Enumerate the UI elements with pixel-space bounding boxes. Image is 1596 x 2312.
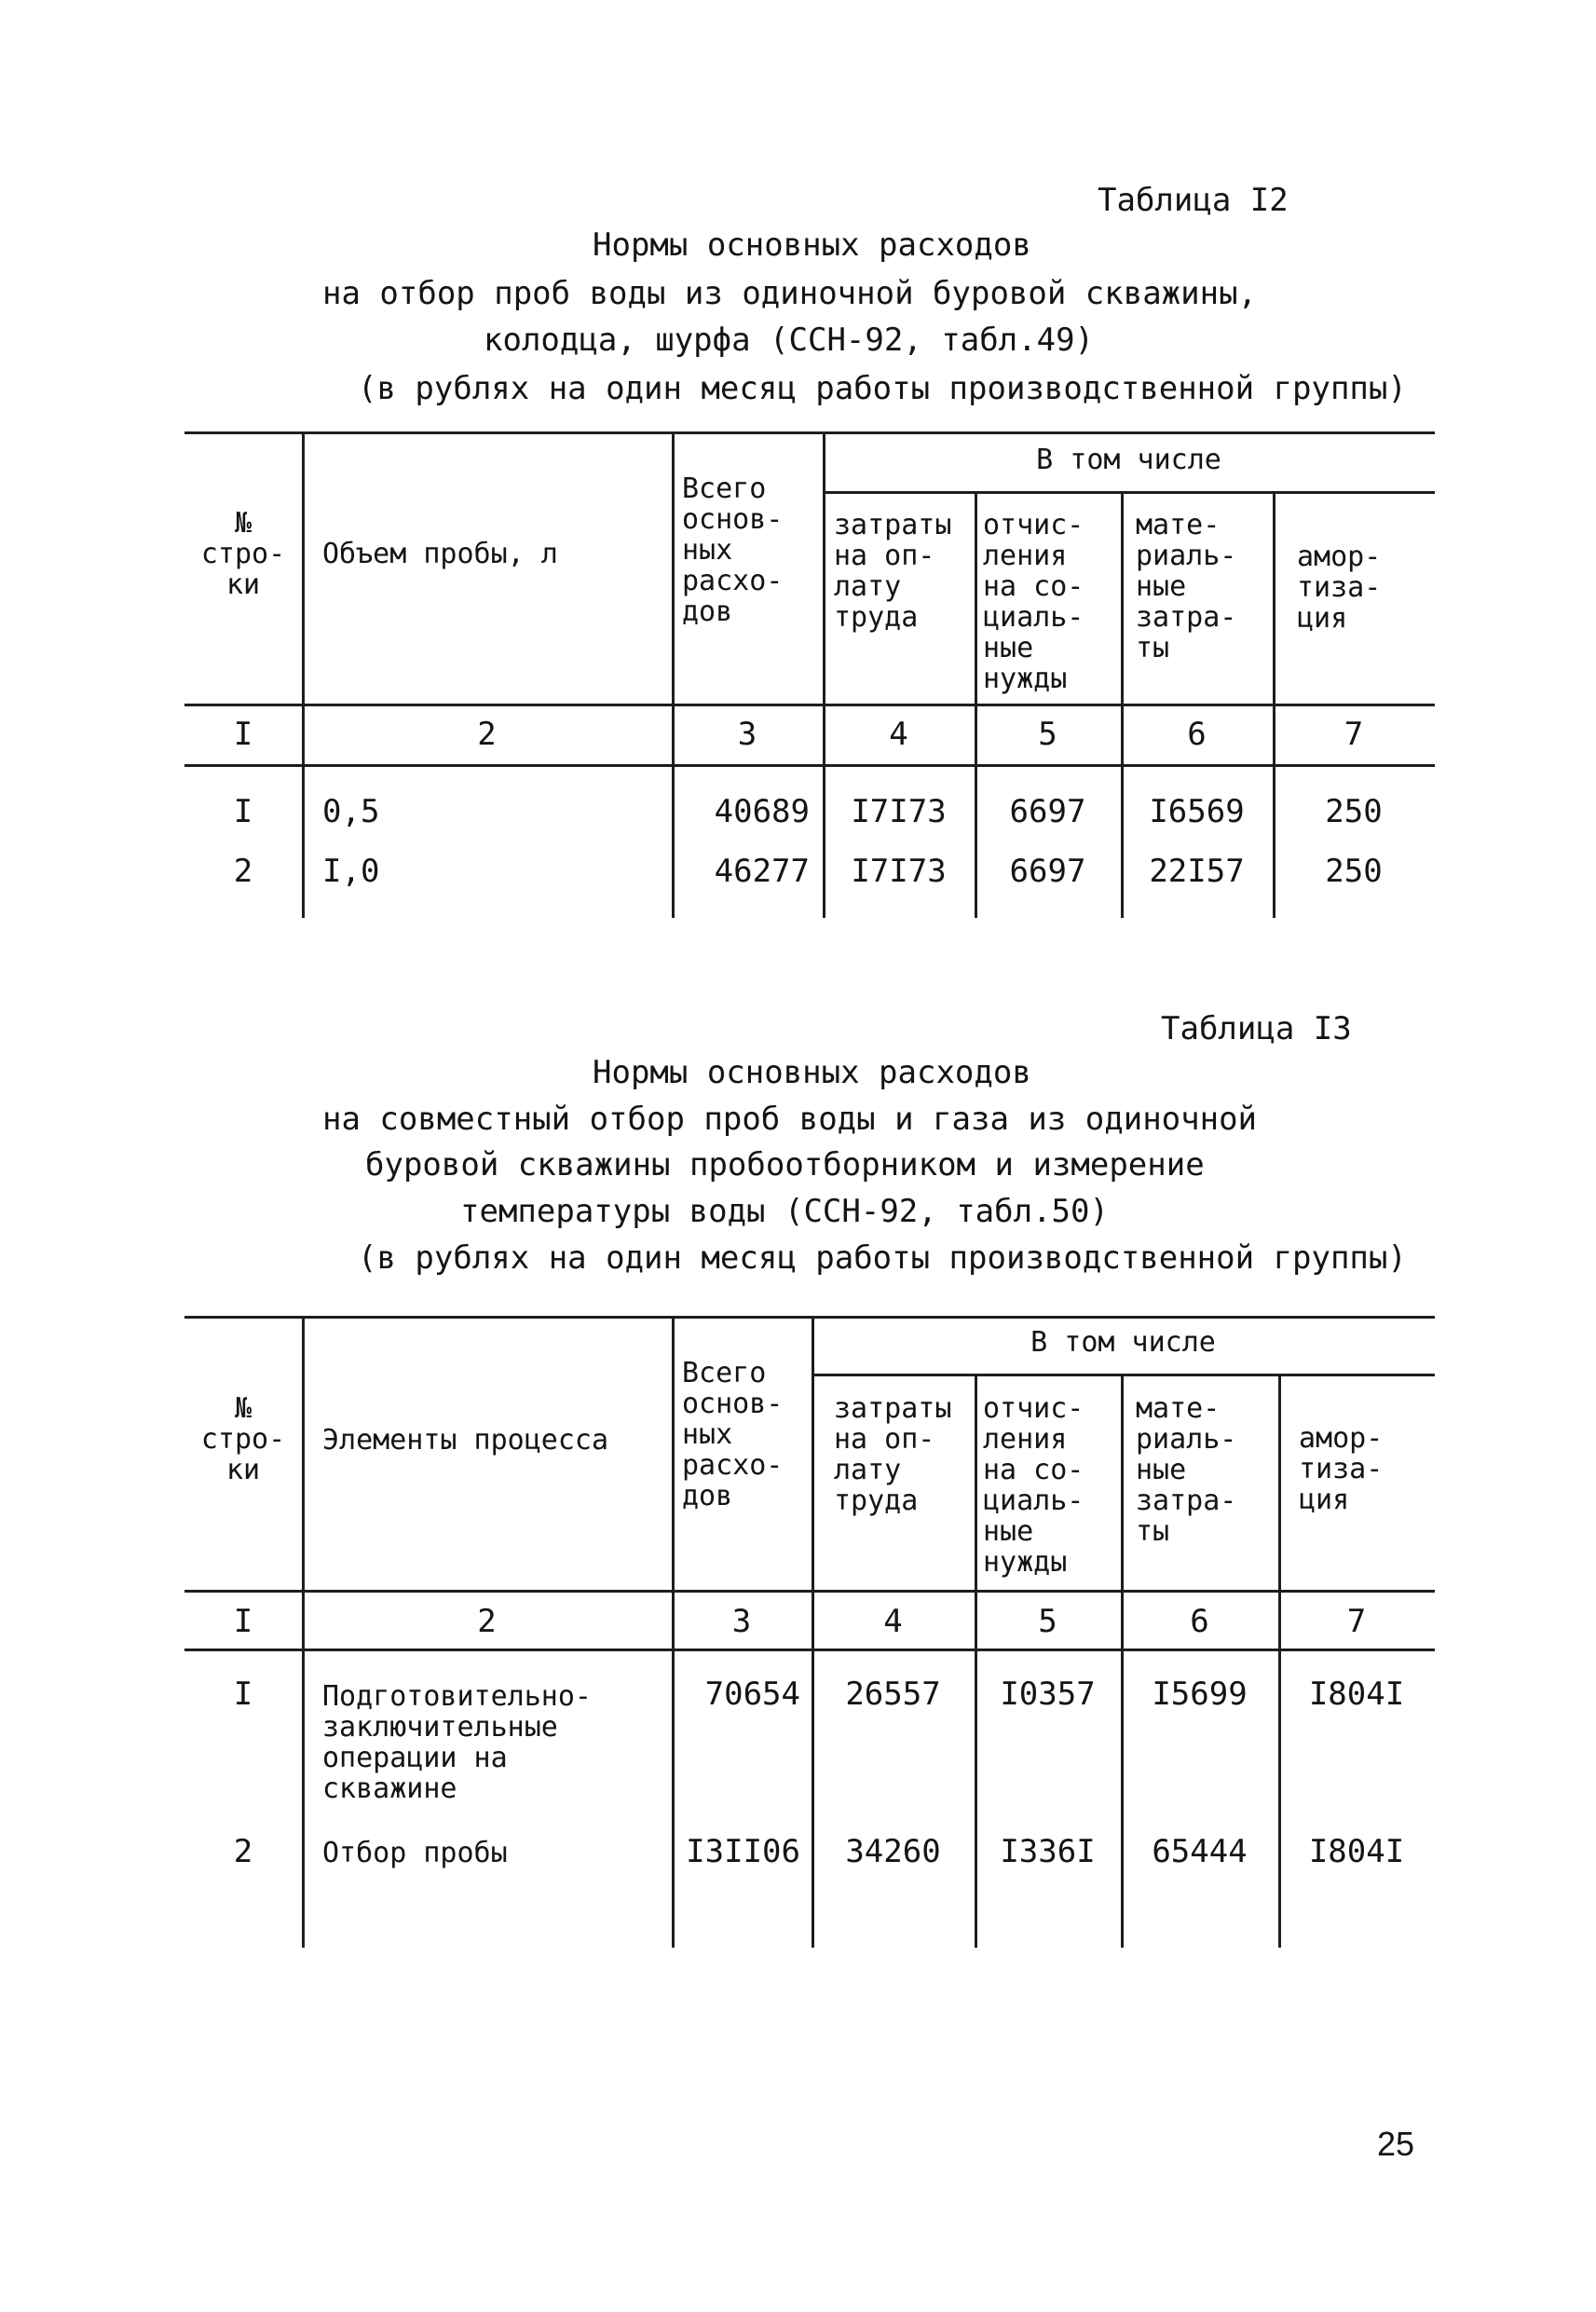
row-number: 2 bbox=[233, 1833, 253, 1870]
material: 22I57 bbox=[1149, 853, 1245, 890]
table-rule bbox=[823, 491, 1435, 494]
header-total-costs: Всего основ- ных расхо- дов bbox=[682, 472, 784, 628]
amortization: 250 bbox=[1325, 853, 1383, 890]
table-13-label: Таблица I3 bbox=[1161, 1010, 1352, 1047]
column-number: I bbox=[233, 716, 253, 753]
table-13 bbox=[184, 1316, 1435, 1948]
column-number: 2 bbox=[477, 1603, 497, 1640]
column-number: 5 bbox=[1038, 716, 1057, 753]
table-12-title-line-1: Нормы основных расходов bbox=[593, 226, 1031, 264]
column-number: 5 bbox=[1038, 1603, 1057, 1640]
header-including: В том числе bbox=[1036, 444, 1221, 476]
table-rule bbox=[184, 1316, 1435, 1319]
wages: 34260 bbox=[845, 1833, 941, 1870]
header-amortization: амор- тиза- ция bbox=[1299, 1422, 1384, 1516]
column-number: 4 bbox=[883, 1603, 903, 1640]
column-number: 3 bbox=[737, 716, 757, 753]
column-number: 2 bbox=[477, 716, 497, 753]
table-rule bbox=[672, 431, 675, 918]
table-12-title-line-3: колодца, шурфа (ССН-92, табл.49) bbox=[484, 321, 1095, 359]
social: 6697 bbox=[1009, 853, 1086, 890]
process-element: Подготовительно- заключительные операции на скважине bbox=[322, 1680, 592, 1805]
sample-volume: I,0 bbox=[322, 853, 380, 890]
social: 6697 bbox=[1009, 793, 1086, 830]
header-material: мате- риаль- ные затра- ты bbox=[1136, 1392, 1237, 1548]
table-12-title-line-2: на отбор проб воды из одиночной буровой скважины, bbox=[322, 275, 1258, 312]
column-number: 3 bbox=[731, 1603, 752, 1640]
header-material: мате- риаль- ные затра- ты bbox=[1136, 509, 1237, 664]
table-rule bbox=[184, 764, 1435, 767]
page-number: 25 bbox=[1377, 2125, 1415, 2163]
sample-volume: 0,5 bbox=[322, 793, 380, 830]
amortization: I804I bbox=[1308, 1676, 1405, 1713]
header-wages: затраты на оп- лату труда bbox=[834, 1392, 952, 1517]
table-rule bbox=[184, 1590, 1435, 1593]
header-wages: затраты на оп- лату труда bbox=[834, 509, 952, 634]
header-including: В том числе bbox=[1030, 1326, 1216, 1359]
table-12-label: Таблица I2 bbox=[1098, 182, 1289, 219]
header-total-costs: Всего основ- ных расхо- дов bbox=[682, 1357, 784, 1512]
column-number: 7 bbox=[1346, 1603, 1367, 1640]
table-rule bbox=[302, 431, 305, 918]
table-rule bbox=[823, 431, 825, 918]
row-number: I bbox=[233, 1676, 253, 1713]
table-13-title-line-3: буровой скважины пробоотборником и измерение bbox=[365, 1146, 1205, 1183]
table-12 bbox=[184, 431, 1435, 918]
process-element: Отбор пробы bbox=[322, 1837, 508, 1869]
column-number: 6 bbox=[1187, 716, 1207, 753]
table-rule bbox=[184, 431, 1435, 434]
wages: I7I73 bbox=[851, 793, 947, 830]
header-process-elements: Элементы процесса bbox=[322, 1424, 609, 1457]
amortization: 250 bbox=[1325, 793, 1383, 830]
header-row-number: № стро- ки bbox=[200, 1392, 286, 1486]
total-costs: 46277 bbox=[714, 853, 810, 890]
total-costs: 70654 bbox=[704, 1676, 800, 1713]
header-social: отчис- ления на со- циаль- ные нужды bbox=[983, 1392, 1084, 1579]
header-social: отчис- ления на со- циаль- ные нужды bbox=[983, 509, 1084, 695]
table-13-title-line-4: температуры воды (ССН-92, табл.50) bbox=[460, 1193, 1109, 1230]
amortization: I804I bbox=[1308, 1833, 1405, 1870]
wages: I7I73 bbox=[851, 853, 947, 890]
material: I5699 bbox=[1152, 1676, 1248, 1713]
table-12-subtitle: (в рублях на один месяц работы производственной группы) bbox=[358, 370, 1407, 407]
material: I6569 bbox=[1149, 793, 1245, 830]
total-costs: I3II06 bbox=[686, 1833, 800, 1870]
header-row-number: № стро- ки bbox=[200, 507, 286, 601]
social: I336I bbox=[1000, 1833, 1096, 1870]
row-number: I bbox=[233, 793, 253, 830]
wages: 26557 bbox=[845, 1676, 941, 1713]
header-amortization: амор- тиза- ция bbox=[1297, 540, 1382, 635]
header-sample-volume: Объем пробы, л bbox=[322, 538, 558, 570]
table-rule bbox=[184, 704, 1435, 706]
social: I0357 bbox=[1000, 1676, 1096, 1713]
table-rule bbox=[184, 1648, 1435, 1651]
table-13-title-line-1: Нормы основных расходов bbox=[593, 1054, 1031, 1091]
column-number: 6 bbox=[1190, 1603, 1209, 1640]
column-number: 7 bbox=[1344, 716, 1364, 753]
table-13-subtitle: (в рублях на один месяц работы производственной группы) bbox=[358, 1239, 1407, 1277]
material: 65444 bbox=[1152, 1833, 1248, 1870]
row-number: 2 bbox=[233, 853, 253, 890]
table-13-title-line-2: на совместный отбор проб воды и газа из одиночной bbox=[322, 1101, 1258, 1138]
total-costs: 40689 bbox=[714, 793, 810, 830]
column-number: 4 bbox=[889, 716, 908, 753]
column-number: I bbox=[233, 1603, 253, 1640]
